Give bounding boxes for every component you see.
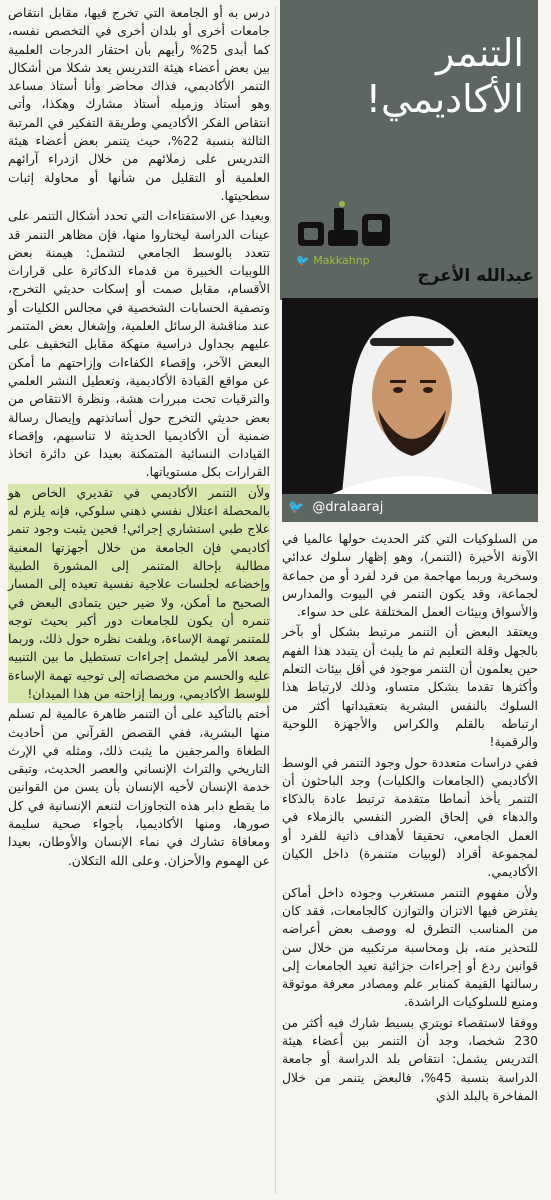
- author-handle-bar: [282, 494, 538, 522]
- paragraph: ويعتقد البعض أن التنمر مرتبط بشكل أو بآخر بالجهل وقلة التعليم ثم ما يلبث أن يتبدد هذا الفهم حين يعلمون أن التنمر موجود في أقل بيئات التعلم وأكثرها تقدما بشكل متساو، وذلك لارتباط هذا السلوك بالنفس البشرية بتعقيداتها أكثر من ارتباطه بالقلم والكراس والأجهزة اللوحية والرقمية!: [282, 624, 538, 750]
- author-name: عبدالله الأعرج: [417, 266, 534, 286]
- highlighted-paragraph: ولأن التنمر الأكاديمي في تقديري الخاص هو بالمحصلة اعتلال نفسي ذهني سلوكي، فإنه يلزم له علاج طبي استشاري إجرائي! فحين يثبت وجود تنمر أكاديمي فإن الجامعة من خلال أجهزتها المعنية مطالبة بإحالة المتنمر إلى المشورة الطبية وإخضاعه لجلسات علاجية نفسية تعيده إلى المسار الصحيح ما أمكن، ولا ضير حين يتمادى البعض في تنمره أن يكون للجامعات دور أكبر بحيث توجه للمتنمر تهمة الإساءة، ويلفت نظره حول ذلك، وربما يصعد الأمر ليشمل إجراءات تستطيل ما بين التنبيه عليه والحسم من مخصصاته إلى توجيه تهمة الإساءة للوسط الأكاديمي، وربما إزاحته من هذا الميدان!: [8, 484, 270, 704]
- paragraph: درس به أو الجامعة التي تخرج فيها، مقابل انتقاص جامعات أخرى أو بلدان أخرى في التخصص نفسه، كما أبدى 25% رأيهم بأن احتقار الدرجات العلمية بين بعض أعضاء هيئة التدريس يعد شكلا من أشكال التنمر الأكاديمي، فذاك محاضر وأنا أستاذ مساعد وهو أستاذ وزميله أستاذ مشارك وهكذا، وأتى انتقاص الفكر الأكاديمي وطريقة التفكير في المرتبة الثالثة بنسبة 22%، حيث يتنمر بعض أعضاء هيئة التدريس على زملائهم من خلال ازدراء آرائهم العلمية أو التقليل من شأنها أو محاولة إثبات سطحيتها.: [8, 5, 271, 203]
- author-handle: @dralaaraj: [312, 500, 384, 515]
- author-photo: [282, 298, 538, 494]
- twitter-icon: 🐦: [296, 254, 310, 267]
- author-portrait: [282, 298, 538, 494]
- body-column-right: [8, 4, 270, 1196]
- column-divider: [275, 6, 276, 1194]
- logo-subtitle: 🐦 Makkahnp: [296, 254, 370, 267]
- paragraph: ففي دراسات متعددة حول وجود التنمر في الوسط الأكاديمي (الجامعات والكليات) وجد الباحثون أن التنمر يأخذ أنماطا متقدمة ترتبط عادة بالذكاء والدهاء في إلحاق الضرر النفسي بالزملاء في العمل الجامعي، تحقيقا لأهداف ذاتية للفرد أو لمجموعة أفراد (لوبيات متنمرة) داخل الكيان الأكاديمي.: [282, 754, 538, 880]
- title-line-2: الأكاديمي!: [365, 77, 524, 121]
- newspaper-logo: [292, 200, 422, 267]
- paragraph: وبعيدا عن الاستفتاءات التي تحدد أشكال التنمر على عينات الدراسة ليختاروا منها، فإن مظاهر التنمر قد تتعدد بالوسط الجامعي لتشمل: هيمنة بعض اللوبيات الخبيرة من قدماء الدكاترة على قرارات الأقسام، مقابل صمت أو إسكات حديثي التخرج، وتصفية الحسابات الشخصية في مجالس الكليات أو عند مناقشة الرسائل العلمية، وإشغال بعض المتنمر عليهم بجداول دراسية منهكة مقابل التخفيف على البعض الآخر، وإقصاء الكفاءات وإزاحتهم ما أمكن عن مواقع القيادة الأكاديمية، وتعطيل النشر العلمي والترقيات تحت مبررات هشة، ونظرة الانتقاص من بعض حديثي التخرج حول أساتذتهم وإيصال رسالة ضمنية أن الأكاديميا الحديثة لا تناسبهم، وإقصاء القيادات النسائية المتمكنة بعيدا عن دائرة اتخاذ القرارات بكل مستوياتها.: [8, 208, 270, 480]
- paragraph: أختم بالتأكيد على أن التنمر ظاهرة عالمية لم تسلم منها البشرية، ففي القصص القرآني من أحاديث الطغاة والمرجفين ما يثبت ذلك، ومثله في الإرث التاريخي والتراث الإنساني والعصر الحديث، وتبقى خدمة الإنسان لأخيه الإنسان بأن يسن من القوانين ما يقطع دابر هذه التجاوزات لتنعم الإنسانية في كل صورها، ومنها الأكاديميا، بأجواء صحية سليمة ومعافاة تشارك في نماء الإنسان والأوطان، بعيدا عن الهموم والأحزان. وعلى الله التكلان.: [8, 706, 270, 868]
- twitter-icon: 🐦: [288, 500, 305, 515]
- logo-mark: [292, 200, 396, 254]
- title-line-1: التنمر: [435, 31, 524, 75]
- body-column-left: [282, 530, 538, 1196]
- article-title: [280, 30, 538, 122]
- paragraph: ولأن مفهوم التنمر مستغرب وجوده داخل أماكن يفترض فيها الاتزان والتوازن كالجامعات، فقد كان من المناسب التطرق له ووصف بعض أعراضه للتحذير منه، بل ومحاسبة مرتكبيه من خلال سن قوانين ردع أو إجراءات جزائية تعيد الجامعات إلى رسالتها القيمة كمنابر علم ومصادر معرفة موثوقة ومنبع للسلوكيات الراشدة.: [282, 884, 538, 1010]
- paragraph: من السلوكيات التي كثر الحديث حولها عالميا في الآونة الأخيرة (التنمر)، وهو إظهار سلوك عدائي وسخرية وربما مهاجمة من فرد لفرد أو من جماعة لجماعة، وقد يكون التنمر في البيوت والمدارس والأسواق وبيئات العمل المختلفة على حد سواء.: [282, 531, 538, 620]
- paragraph: ووفقا لاستقصاء تويتري بسيط شارك فيه أكثر من 230 شخصا، وجد أن التنمر بين أعضاء هيئة التدريس يشمل: انتقاص بلد الدراسة أو جامعة الدراسة بنسبة 45%، فالبعض يتنمر من خلال المفاخرة بالبلد الذي: [282, 1014, 538, 1103]
